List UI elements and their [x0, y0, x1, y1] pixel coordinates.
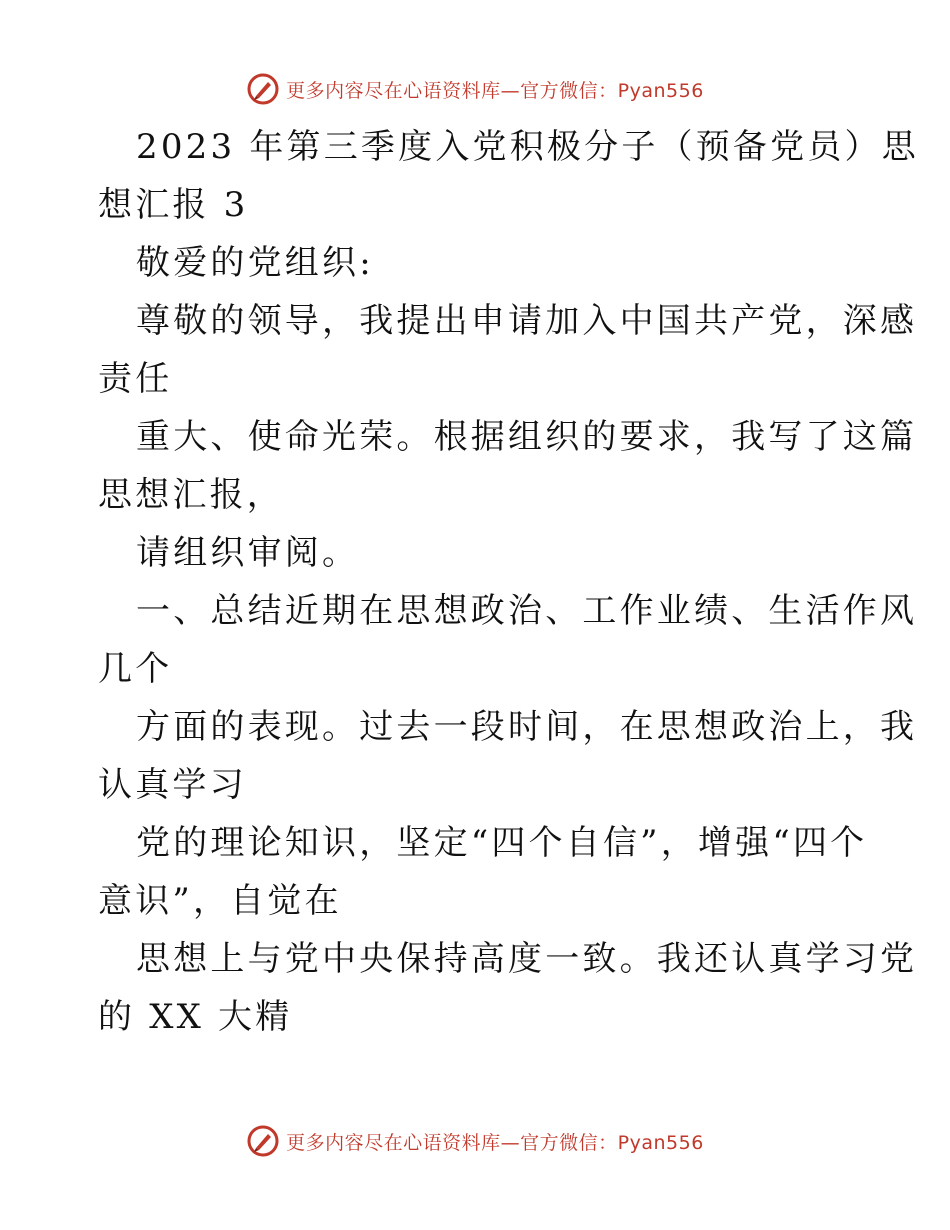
watermark-text: 更多内容尽在心语资料库—官方微信：Pyan556 — [286, 79, 704, 102]
footer-watermark — [0, 1124, 950, 1158]
text-line: 认真学习 — [98, 765, 247, 805]
text-line: 思想汇报， — [98, 475, 284, 515]
text-line: 想汇报 3 — [98, 185, 249, 225]
text-line: 请组织审阅。 — [136, 533, 360, 573]
text-line: 2023 年第三季度入党积极分子（预备党员）思 — [136, 127, 919, 167]
pen-logo-icon — [246, 72, 280, 106]
pen-logo-icon — [246, 1124, 280, 1158]
text-line: 几个 — [98, 649, 173, 689]
text-line: 重大、使命光荣。根据组织的要求，我写了这篇 — [136, 417, 918, 457]
text-line: 方面的表现。过去一段时间，在思想政治上，我 — [136, 707, 918, 747]
document-body — [98, 118, 919, 1046]
watermark-text: 更多内容尽在心语资料库—官方微信：Pyan556 — [286, 1131, 704, 1154]
text-line: 党的理论知识，坚定“四个自信”，增强“四个 — [136, 823, 868, 863]
text-line: 思想上与党中央保持高度一致。我还认真学习党 — [136, 939, 918, 979]
text-line: 责任 — [98, 359, 173, 399]
text-line: 的 XX 大精 — [98, 997, 293, 1037]
text-line: 一、总结近期在思想政治、工作业绩、生活作风 — [136, 591, 918, 631]
header-watermark — [0, 72, 950, 106]
text-line: 尊敬的领导，我提出申请加入中国共产党，深感 — [136, 301, 918, 341]
text-line: 敬爱的党组织: — [136, 243, 374, 283]
text-line: 意识”，自觉在 — [98, 881, 342, 921]
